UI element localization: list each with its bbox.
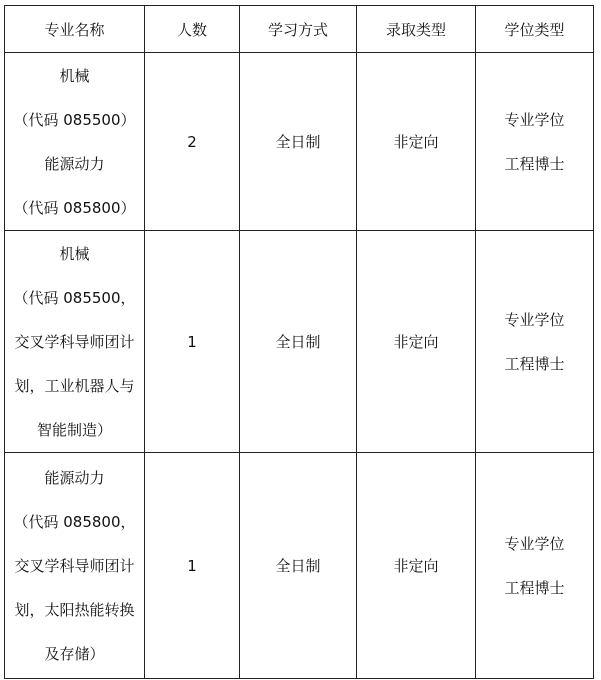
degree-line: 工程博士 (504, 354, 565, 373)
admissions-table (4, 5, 594, 679)
major-line: 划，太阳热能转换 (14, 600, 135, 619)
degree-type-cell (476, 453, 594, 679)
study-mode-cell: 全日制 (240, 53, 357, 231)
count-cell: 1 (145, 231, 240, 453)
major-line: 交叉学科导师团计 (14, 332, 135, 351)
header-study-mode: 学习方式 (240, 6, 357, 53)
table-row (5, 53, 594, 231)
admission-type-cell: 非定向 (357, 53, 476, 231)
degree-type-cell (476, 231, 594, 453)
count-cell: 2 (145, 53, 240, 231)
header-major: 专业名称 (5, 6, 145, 53)
degree-line: 工程博士 (504, 578, 565, 597)
degree-line: 专业学位 (504, 310, 565, 329)
header-degree-type: 学位类型 (476, 6, 594, 53)
study-mode-cell: 全日制 (240, 231, 357, 453)
major-line: 机械 (59, 66, 90, 85)
major-line: （代码 085800， (13, 512, 136, 531)
study-mode-cell: 全日制 (240, 453, 357, 679)
major-cell (5, 453, 145, 679)
header-count: 人数 (145, 6, 240, 53)
major-cell (5, 231, 145, 453)
admission-type-cell: 非定向 (357, 453, 476, 679)
major-line: 能源动力 (44, 468, 105, 487)
table-header-row (5, 6, 594, 53)
major-line: 机械 (59, 244, 90, 263)
major-line: 交叉学科导师团计 (14, 556, 135, 575)
degree-type-cell (476, 53, 594, 231)
degree-line: 专业学位 (504, 110, 565, 129)
header-admission-type: 录取类型 (357, 6, 476, 53)
table-row (5, 453, 594, 679)
major-line: 及存储） (44, 644, 105, 663)
major-line: （代码 085500） (13, 110, 136, 129)
major-line: 智能制造） (36, 420, 112, 439)
major-line: （代码 085500， (13, 288, 136, 307)
degree-line: 专业学位 (504, 534, 565, 553)
major-line: 划，工业机器人与 (14, 376, 135, 395)
major-cell (5, 53, 145, 231)
major-line: （代码 085800） (13, 198, 136, 217)
major-line: 能源动力 (44, 154, 105, 173)
degree-line: 工程博士 (504, 154, 565, 173)
table-row (5, 231, 594, 453)
count-cell: 1 (145, 453, 240, 679)
admission-type-cell: 非定向 (357, 231, 476, 453)
